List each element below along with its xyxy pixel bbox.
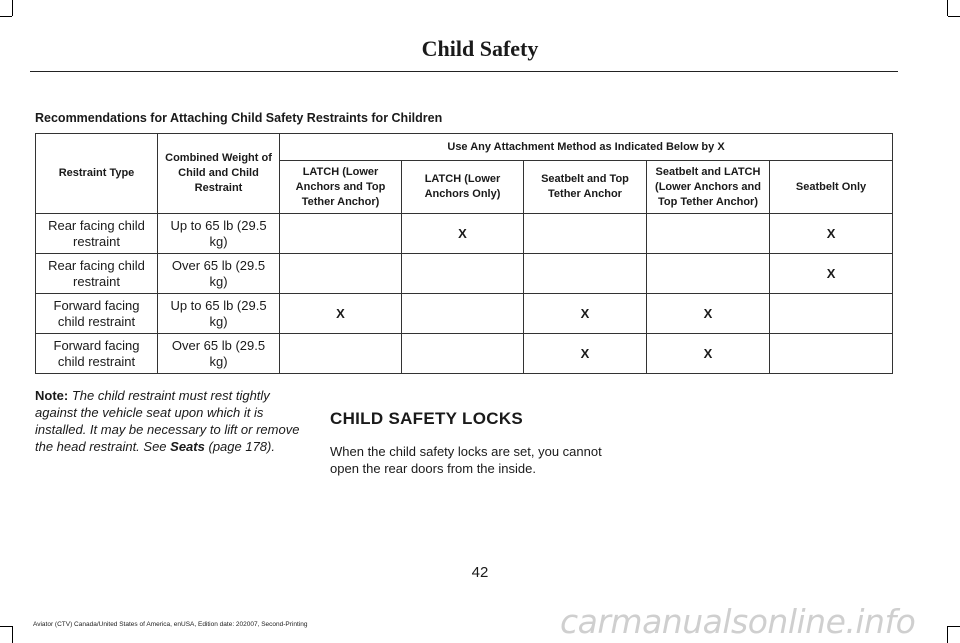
method-mark-cell: X [647,334,770,374]
crop-mark [948,16,960,17]
crop-mark [947,0,948,16]
method-mark-cell [647,214,770,254]
crop-mark [0,626,12,627]
method-mark-cell [402,334,524,374]
header-divider [30,71,898,72]
method-mark-cell [402,254,524,294]
note-page-reference: (page 178). [208,439,275,454]
method-mark-cell: X [402,214,524,254]
weight-cell: Up to 65 lb (29.5 kg) [158,294,280,334]
weight-cell: Up to 65 lb (29.5 kg) [158,214,280,254]
method-mark-cell: X [647,294,770,334]
column-header-restraint-type: Restraint Type [36,134,158,214]
method-mark-cell [402,294,524,334]
note-paragraph [35,387,310,455]
method-mark-cell: X [280,294,402,334]
crop-mark [0,16,12,17]
section-heading: CHILD SAFETY LOCKS [330,409,524,428]
method-mark-cell: X [770,214,893,254]
method-mark-cell [280,254,402,294]
page-header-title: Child Safety [421,36,539,61]
method-mark-cell [770,294,893,334]
column-header-combined-weight: Combined Weight of Child and Child Restraint [158,134,280,214]
crop-mark [948,626,960,627]
restraint-type-cell: Rear facing child restraint [36,214,158,254]
watermark: carmanualsonline.info [560,602,916,641]
column-header-method: Seatbelt and Top Tether Anchor [524,161,647,214]
column-header-method: Seatbelt and LATCH (Lower Anchors and Top Tether Anchor) [647,161,770,214]
weight-cell: Over 65 lb (29.5 kg) [158,254,280,294]
method-mark-cell [647,254,770,294]
method-mark-cell [280,214,402,254]
restraint-type-cell: Forward facing child restraint [36,334,158,374]
method-mark-cell: X [770,254,893,294]
attachment-recommendations-table [35,133,893,374]
note-label: Note: [35,388,69,403]
method-mark-cell [524,214,647,254]
table-row [36,334,893,374]
method-mark-cell: X [524,334,647,374]
method-mark-cell [524,254,647,294]
method-mark-cell [770,334,893,374]
method-mark-cell: X [524,294,647,334]
table-row [36,254,893,294]
crop-mark [947,626,948,643]
column-header-method: LATCH (Lower Anchors and Top Tether Anchor) [280,161,402,214]
table-heading: Recommendations for Attaching Child Safety Restraints for Children [35,111,443,125]
table-row [36,294,893,334]
seats-reference-link[interactable]: Seats [170,439,205,454]
section-body-text: When the child safety locks are set, you cannot open the rear doors from the inside. [330,444,602,476]
document-footer: Aviator (CTV) Canada/United States of America, enUSA, Edition date: 202007, Second-Printing [33,621,308,628]
weight-cell: Over 65 lb (29.5 kg) [158,334,280,374]
restraint-type-cell: Rear facing child restraint [36,254,158,294]
note-body: The child restraint must rest tightly against the vehicle seat upon which it is installed. It may be necessary to lift or remove the head restraint. See [35,388,300,454]
crop-mark [12,0,13,16]
crop-mark [12,626,13,643]
table-row [36,214,893,254]
page-number: 42 [471,564,489,581]
column-header-method: LATCH (Lower Anchors Only) [402,161,524,214]
restraint-type-cell: Forward facing child restraint [36,294,158,334]
column-group-header-attachment-method: Use Any Attachment Method as Indicated Below by X [280,134,893,161]
column-header-method: Seatbelt Only [770,161,893,214]
method-mark-cell [280,334,402,374]
